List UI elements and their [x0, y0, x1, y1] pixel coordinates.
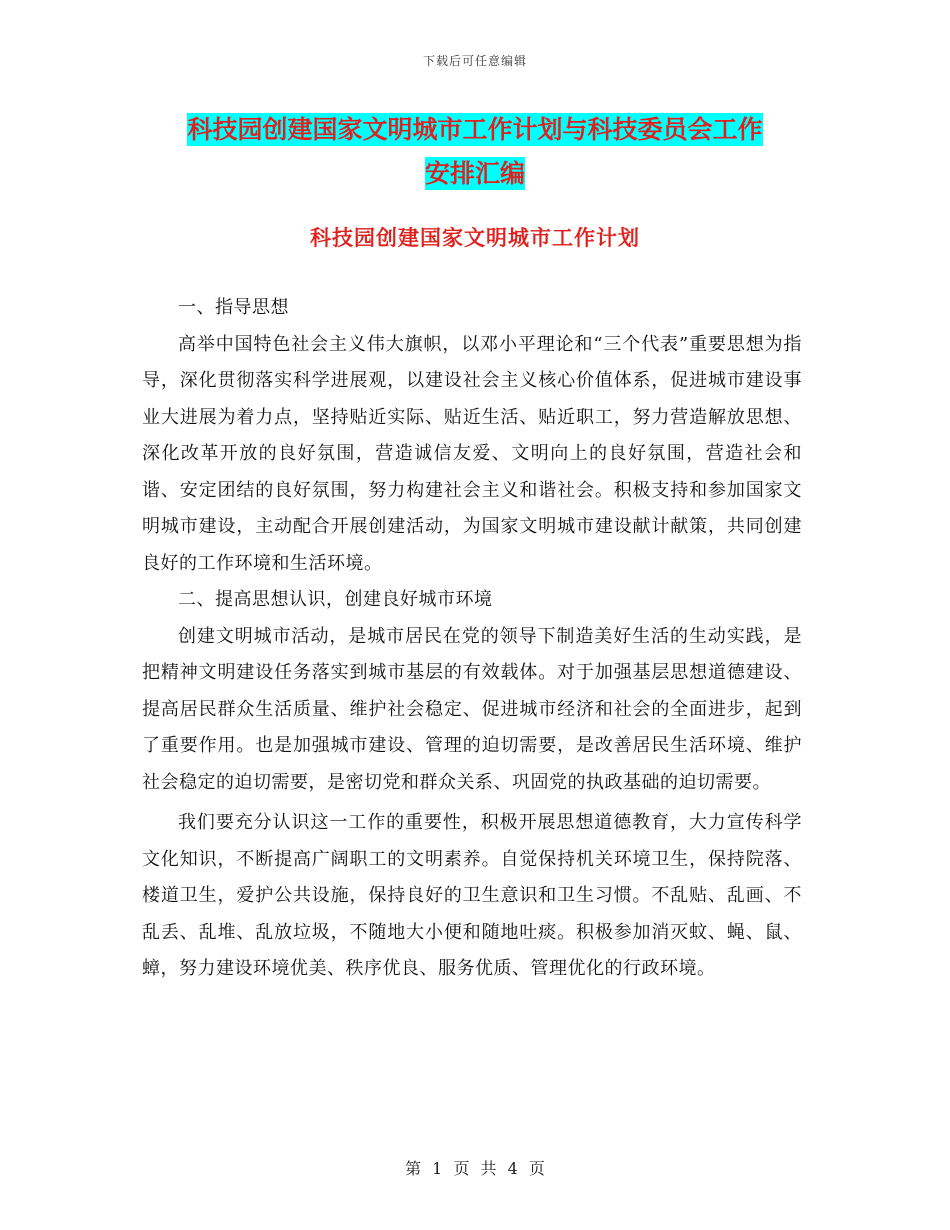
heading-raise-awareness: 二、提高思想认识，创建良好城市环境	[178, 589, 493, 610]
paragraph-civilized-city: 创建文明城市活动，是城市居民在党的领导下制造美好生活的生动实践，是把精神文明建设任务落实到城市基层的有效载体。对于加强基层思想道德建设、提高居民群众生活质量、维护社会稳定、促进城市经济和社会的全面进步，起到了重要作用。也是加强城市建设、管理的迫切需要，是改善居民生活环境、维护社会稳定的迫切需要，是密切党和群众关系、巩固党的执政基础的迫切需要。	[142, 625, 802, 793]
paragraph-guiding-ideology: 高举中国特色社会主义伟大旗帜，以邓小平理论和“三个代表”重要思想为指导，深化贯彻落实科学进展观，以建设社会主义核心价值体系，促进城市建设事业大进展为着力点，坚持贴近实际、贴近生活、贴近职工，努力营造解放思想、深化改革开放的良好氛围，营造诚信友爱、文明向上的良好氛围，营造社会和谐、安定团结的良好氛围，努力构建社会主义和谐社会。积极支持和参加国家文明城市建设，主动配合开展创建活动，为国家文明城市建设献计献策，共同创建良好的工作环境和生活环境。	[142, 333, 802, 574]
document-title-line1: 科技园创建国家文明城市工作计划与科技委员会工作	[187, 115, 763, 144]
heading-guiding-ideology: 一、指导思想	[178, 297, 289, 318]
page-number: 第 1 页 共 4 页	[405, 1159, 545, 1178]
document-title-line2: 安排汇编	[424, 159, 525, 188]
section-title: 科技园创建国家文明城市工作计划	[310, 226, 640, 250]
paragraph-hygiene: 我们要充分认识这一工作的重要性，积极开展思想道德教育，大力宣传科学文化知识，不断提高广阔职工的文明素养。自觉保持机关环境卫生，保持院落、楼道卫生，爱护公共设施，保持良好的卫生意识和卫生习惯。不乱贴、乱画、不乱丢、乱堆、乱放垃圾，不随地大小便和随地吐痰。积极参加消灭蚊、蝇、鼠、蟑，努力建设环境优美、秩序优良、服务优质、管理优化的行政环境。	[142, 812, 802, 979]
document-body	[142, 290, 802, 988]
page-header-note: 下载后可任意编辑	[422, 54, 527, 68]
document-title	[120, 108, 830, 196]
